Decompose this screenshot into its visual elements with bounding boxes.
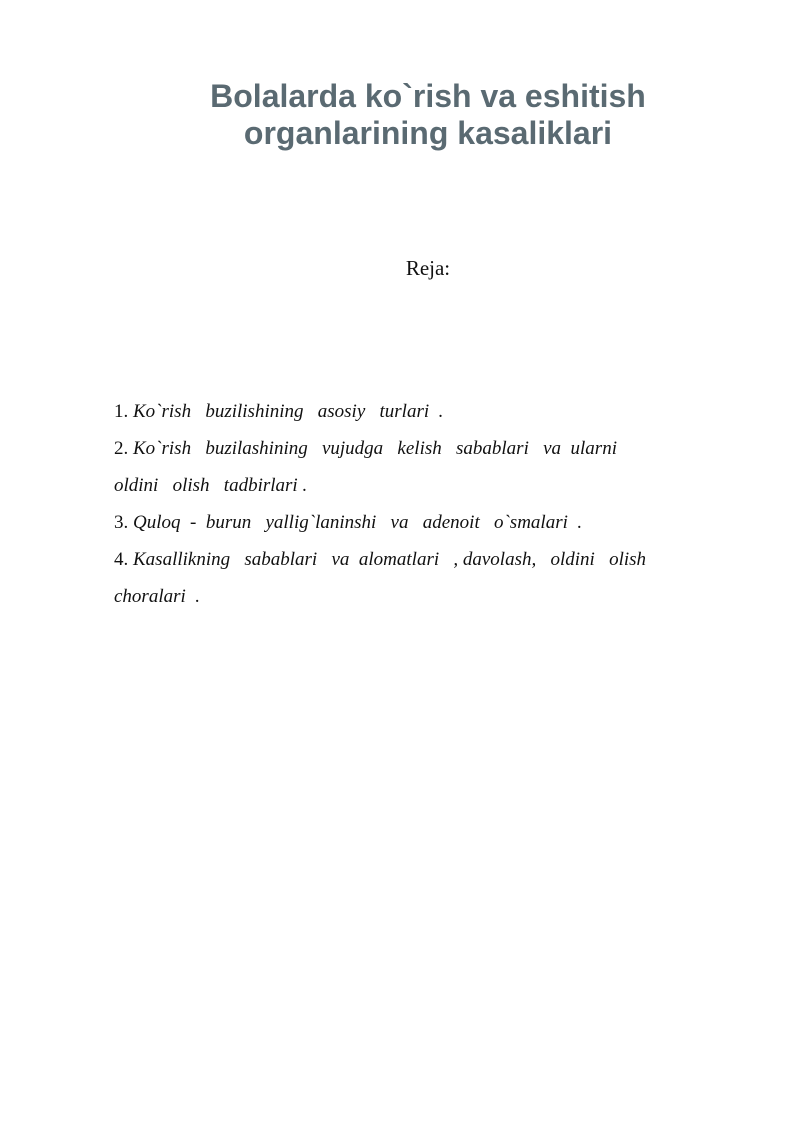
- plan-item-text: Kasallikning sabablari va alomatlari , davolash, oldini olish: [133, 549, 647, 570]
- plan-item-text: Quloq - burun yallig`laninshi va adenoit o`smalari .: [133, 512, 583, 533]
- plan-item-text: Ko`rish buzilishining asosiy turlari .: [133, 401, 444, 422]
- plan-item: [114, 393, 716, 430]
- plan-list: [114, 393, 716, 615]
- plan-item-number: 2.: [114, 438, 129, 459]
- plan-item-text-continued: oldini olish tadbirlari .: [114, 475, 308, 496]
- plan-item: [114, 430, 716, 504]
- document-title: [110, 78, 746, 152]
- title-line-2: organlarining kasaliklari: [243, 115, 613, 151]
- plan-item-number: 4.: [114, 549, 129, 570]
- plan-item: [114, 541, 716, 615]
- plan-heading: Reja:: [405, 256, 451, 280]
- plan-item-text-continued: choralari .: [114, 586, 201, 607]
- plan-item: [114, 504, 716, 541]
- plan-item-text: Ko`rish buzilashining vujudga kelish sabablari va ularni: [133, 438, 617, 459]
- plan-item-number: 3.: [114, 512, 129, 533]
- plan-item-number: 1.: [114, 401, 129, 422]
- title-line-1: Bolalarda ko`rish va eshitish: [210, 78, 646, 114]
